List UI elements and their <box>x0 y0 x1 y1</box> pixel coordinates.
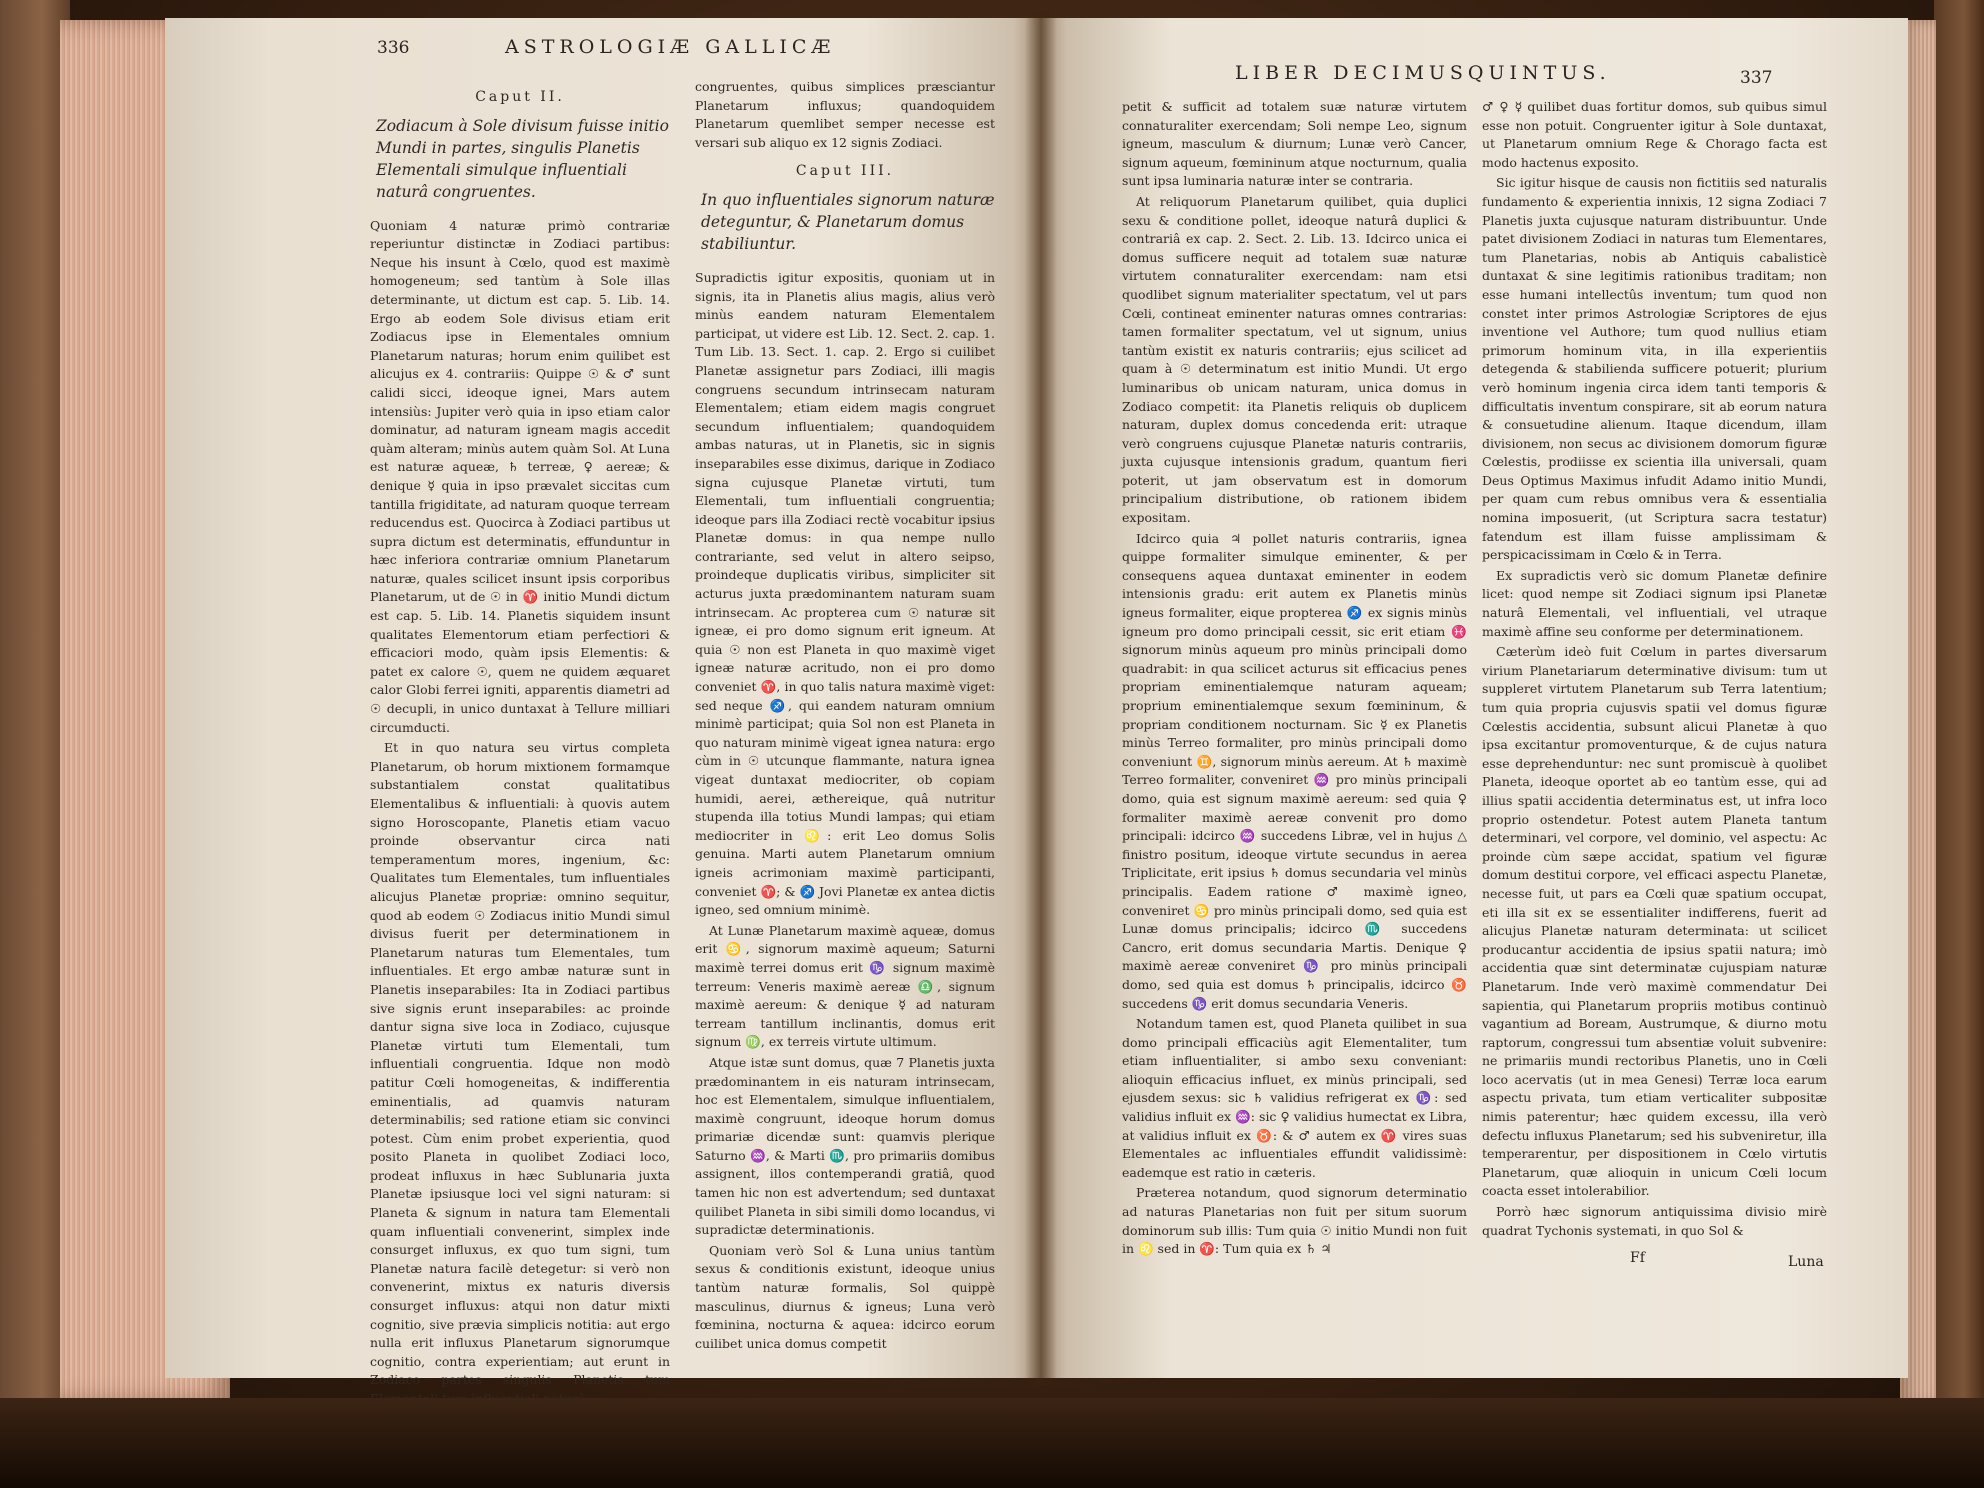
chapter-summary-3: In quo influentiales signorum naturæ deteguntur, & Planetarum domus stabiliuntur. <box>701 190 995 253</box>
paragraph: ♂ ♀ ☿ quilibet duas fortitur domos, sub quibus simul esse non potuit. Congruenter igitur à Sole duntaxat, ut Planetarum omnium Rege & Chorago facta est modo hactenus exposito. <box>1482 99 1827 170</box>
paragraph: Atque istæ sunt domus, quæ 7 Planetis juxta prædominantem in eis naturam intrinsecam, hoc est Elementalem, simulque influentialem, maximè congruunt, ideoque horum domus primariæ dicendæ sunt: quamvis plerique Saturno ♒, & Marti ♏, pro primariis domibus assignent, illos contemperandi gratiâ, quod tamen hic non est advertendum; sed duntaxat quilibet Planeta in sibi simili domo locandus, vi supradictæ determinationis. <box>695 1054 995 1238</box>
catchword: Luna <box>1788 1254 1824 1270</box>
paragraph: Quoniam verò Sol & Luna unius tantùm sexus & conditionis existunt, ideoque unius tantùm naturæ formalis, Sol quippè masculinus, diurnus & igneus; Luna verò fœminina, nocturna & aquea: idcirco eorum cuilibet unica domus competit <box>695 1242 995 1351</box>
right-page-column-1 <box>1122 98 1467 1261</box>
paragraph: petit & sufficit ad totalem suæ naturæ virtutem connaturaliter exercendam; Soli nempe Leo, signum igneum, masculum & diurnum; Lunæ verò Cancer, signum aqueum, fœmininum atque nocturnum, qualia sunt ipsa luminaria naturæ inter se contraria. <box>1122 99 1467 189</box>
left-page-column-2 <box>695 78 995 1355</box>
paragraph: Ex supradictis verò sic domum Planetæ definire licet: quod nempe sit Zodiaci signum ipsi Planetæ naturâ Elementali, vel influentiali, vel utraque maximè affine seu conforme per determinationem. <box>1482 567 1827 639</box>
paragraph: Cæterùm ideò fuit Cœlum in partes diversarum virium Planetariarum determinative divisum: tum ut suppleret virtutem Planetarum sub Terra latentium; tum quia propria cujusvis spatii vel domus figuræ Cœlestis accidentia, subsunt alicui Planetæ à quo ipsa excitantur promoventurque, & de cujus natura esse deprehenduntur: nec sunt promiscuè à quolibet Planeta, ideoque oportet ab eo tantùm esse, qui ad illius spatii accidentia determinatus est, ut infra loco proprio ostendetur. Potest autem Planeta tantum determinari, vel corpore, vel dominio, vel aspectu: Ac proinde cùm sæpe accidat, spatium vel figuræ domum destitui corpore, vel efficaci aspectu Planetæ, necesse fuit, ut pars ea Cœli quæ spatium occupat, eti illa sit ex se essentialiter indifferens, fuerit ad alicujus Planetæ naturam determinata: ut scilicet producantur accidentia de ipsius spatii natura; imò accidentia quæ sint determinatæ cujuspiam naturæ Planetarum. Inde verò maximè commendatur Dei sapientia, qui Planetarum propriis motibus continuò vagantium ad Boream, Austrumque, & diurno motu raptorum, congressui tum absentiæ voluit subvenire: ne primariis mundi rectoribus Planetis, uno in Cœli loco acervatis (ut in mea Genesi) Terræ loca earum aspectu privata, tum etiam verticaliter subpositæ nimis paterentur; hæc quidem excessu, illa verò defectu influxus Planetarum; sed his subveniretur, illa temperarentur, per dispositionem in Cœlo virtutis Planetarum, quæ alioquin in unicum Cœli locum coacta esset intolerabilior. <box>1482 644 1827 1199</box>
running-head-right: LIBER DECIMUSQUINTUS. <box>1235 62 1611 84</box>
chapter-heading-2: Caput II. <box>475 89 565 105</box>
paragraph: Idcirco quia ♃ pollet naturis contrariis, ignea quippe formaliter simulque eminenter, & per consequens aquea duntaxat eminenter in eodem intensionis gradu: erit autem ex Planetis minùs igneus formaliter, eique propterea ♐ ex signis minùs igneum pro domo principali cessit, sic erit etiam ♓ signorum minùs aqueum pro minùs principali domo quadrabit: in qua scilicet acturus sit efficacius penes propriam eminentialemque naturam aqueam; proprium eminentialemque sexum fœmininum, & propriam conditionem nocturnam. Sic ☿ ex Planetis minùs Terreo formaliter, pro minùs principali domo conveniunt ♊, signorum minùs aereum. At ♄ maximè Terreo formaliter, conveniret ♒ pro minùs principali domo, quia est signum maximè aereum: sed quia ♀ formaliter maximè aereæ convenit pro domo principali: idcirco ♒ succedens Libræ, vel in hujus △ finistro positum, ideoque virtute secundus in aerea Triplicitate, erit ipsius ♄ domus secundaria vel minùs principalis. Eadem ratione ♂ maximè igneo, conveniret ♋ pro minùs principali domo, sed quia est Lunæ domus principalis; idcirco ♏ succedens Cancro, erit domus secundaria Martis. Denique ♀ maximè aereæ conveniret ♑ pro minùs principali domo, sed quia est domus ♄ principalis, idcirco ♉ succedens ♑ erit domus secundaria Veneris. <box>1122 530 1467 1011</box>
page-number-right: 337 <box>1740 68 1773 88</box>
paragraph: Præterea notandum, quod signorum determinatio ad naturas Planetarias non fuit per situm suorum dominorum sub illis: Tum quia ☉ initio Mundi non fuit in ♌ sed in ♈: Tum quia ex ♄ ♃ <box>1122 1185 1467 1257</box>
page-number-left: 336 <box>377 38 410 58</box>
paragraph: Notandum tamen est, quod Planeta quilibet in sua domo principali efficaciùs agit Elementaliter, tum etiam influentialiter, si ambo sexu conveniant: alioquin efficacius influet, ex minùs principali, sed ejusdem sexus: sic ♄ validius refrigerat ex ♑: sed validius influit ex ♒: sic ♀ validius humectat ex Libra, at validius influit ex ♉: & ♂ autem ex ♈ vires suas Elementales ac influentiales effundit validissimè: eademque est ratio in cæteris. <box>1122 1016 1467 1180</box>
paragraph: congruentes, quibus simplices præsciantur Planetarum influxus; quandoquidem Planetarum quemlibet semper necesse est versari sub aliquo ex 12 signis Zodiaci. <box>695 79 995 150</box>
right-page <box>1040 18 1908 1378</box>
paragraph: At Lunæ Planetarum maximè aqueæ, domus erit ♋, signorum maximè aqueum; Saturni maximè terrei domus erit ♑ signum maximè terreum: Veneris maximè aereæ ♎, signum maximè aereum: & denique ☿ ad naturam terream tantillum inclinantis, domus erit signum ♍, ex terreis virtute ultimum. <box>695 922 995 1050</box>
left-page <box>165 18 1040 1388</box>
chapter-summary-2: Zodiacum à Sole divisum fuisse initio Mundi in partes, singulis Planetis Elementali simulque influentiali naturâ congruentes. <box>376 116 669 201</box>
book-gutter <box>1025 10 1057 1385</box>
running-head-left: ASTROLOGIÆ GALLICÆ <box>505 36 836 58</box>
paragraph: Supradictis igitur expositis, quoniam ut in signis, ita in Planetis alius magis, alius verò minùs eandem naturam Elementalem participat, ut videre est Lib. 12. Sect. 2. cap. 1. Tum Lib. 13. Sect. 1. cap. 2. Ergo si cuilibet Planetæ assignetur pars Zodiaci, illi magis congruens secundum intrinsecam naturam Elementalem; etiam eidem magis congruet secundum influentialem; quandoquidem ambas naturas, ut in Planetis, sic in signis inseparabiles esse diximus, darique in Zodiaco signa cujusque Planetæ virtuti, tum Elementali, tum influentiali congruentia; ideoque pars illa Zodiaci rectè vocabitur ipsius Planetæ domus: in qua nempe nullo contrariante, sed velut in altero seipso, proindeque duplicatis viribus, simpliciter sit acturus juxta prædominantem naturam suam intrinsecam. Ac propterea cum ☉ naturæ sit igneæ, ei pro domo signum erit igneum. At quia ☉ non est Planeta in quo maximè viget igneæ naturæ acritudo, non ei pro domo conveniet ♈, in quo talis natura maximè viget: sed neque ♐, qui eandem naturam omnium minimè participat; quia Sol non est Planeta in quo naturam minimè vigeat ignea natura: ergo cùm in ☉ utcunque flammante, natura ignea vigeat duntaxat mediocriter, ob copiam humidi, aerei, æthereique, quâ nutritur stupenda illa totius Mundi lampas; qui etiam mediocriter in ♌: erit Leo domus Solis genuina. Marti autem Planetarum omnium igneis acrimoniam maximè participanti, conveniet ♈; & ♐ Jovi Planetæ ex antea dictis igneo, sed omnium minimè. <box>695 269 995 918</box>
chapter-heading-3: Caput III. <box>795 163 895 180</box>
signature-mark: Ff <box>1630 1250 1645 1266</box>
paragraph: Et in quo natura seu virtus completa Planetarum, ob horum mixtionem formamque substantialem constat qualitatibus Elementalibus & influentiali: à quovis autem signo Horoscopante, Planetis etiam vacuo proinde observantur circa nati temperamentum mores, ingenium, &c: Qualitates tum Elementales, tum influentiales alicujus Planetæ propriæ: omnino sequitur, quod ab eodem ☉ Zodiacus initio Mundi simul divisus fuerit per determinationem in Planetarum naturas tum Elementales, tum influentiales. Et ergo ambæ naturæ sunt in Planetis inseparabiles: Ita in Zodiaci partibus sive signis erunt inseparabiles: ac proinde dantur signa sive loca in Zodiaco, cujusque Planetæ virtuti tum Elementali, tum influentiali congruentia. Idque non modò patitur Cœli homogeneitas, & indifferentia eminentialis, ad quamvis naturam determinabilis; sed ratione etiam sic convinci potest. Cùm enim probet experientia, quod posito Planeta in quolibet Zodiaci loco, prodeat influxus in hæc Sublunaria juxta Planetæ ipsiusque loci vel signi naturam: si Planeta & signum in natura tam Elementali quam influentiali convenerint, simplex inde consurget influxus, ex quo tum signi, tum Planetæ natura facilè detegetur: si verò non convenerint, mixtus ex naturis diversis consurget influxus: atqui non datur mixti cognitio, sive prævia simplicis notitia: aut ergo nulla erit influxus Planetarum signorumque cognitio, contra experientiam; aut erunt in Zodiaco partes singulis Planetis tum <box>370 740 670 1388</box>
paragraph: Porrò hæc signorum antiquissima divisio mirè quadrat Tychonis systemati, in quo Sol & <box>1482 1204 1827 1238</box>
left-page-column-1 <box>370 78 670 1411</box>
table-surface <box>0 1398 1984 1488</box>
paragraph: At reliquorum Planetarum quilibet, quia duplici sexu & conditione pollet, ideoque naturâ duplici & contrariâ ex cap. 2. Sect. 2. Lib. 13. Idcirco unica ei domus sufficere nequit ad totalem suæ naturæ virtutem connaturaliter exercendam: nam etsi quodlibet signum materialiter spectatum, vel ut pars Cœli, contineat eminenter naturas omnes contrarias: tamen formaliter spectatum, vel ut signum, unius tantùm existit ex naturis contrariis; ejus scilicet ad quam à ☉ determinatum est initio Mundi. Ut ergo luminaribus ob unicam naturam, unica domus in Zodiaco competit: ita Planetis reliquis ob duplicem naturam, duplex domus concedenda erit: utraque verò congruens cujusque Planetæ naturis contrariis, juxta cujusque intensionis gradum, quantum fieri poterit, ut jam observatum est in domorum principalium distributione, ob rationem ibidem expositam. <box>1122 193 1467 526</box>
paragraph: Sic igitur hisque de causis non fictitiis sed naturalis fundamento & experientia innixis, 12 signa Zodiaci 7 Planetis juxta cujusque naturam distribuuntur. Unde patet divisionem Zodiaci in naturas tum Elementares, tum Planetarias, nobis ab Antiquis cabalisticè duntaxat & sine legitimis rationibus traditam; non esse humani intellectûs inventum; tum quod non constet inter primos Astrologiæ Scriptores de ejus inventione vel Authore; tum quod nullius etiam primorum hominum vita, in illa experientiis detegenda & stabilienda sufficere potuerit; plurium verò hominum ingenia circa idem tanti temporis & difficultatis inventum conspirare, sit ab eorum natura & consuetudine alienum. Itaque dicendum, illam divisionem, non secus ac divisionem domorum figuræ Cœlestis, prodiisse ex scientia illa universali, quam Deus Optimus Maximus infudit Adamo initio Mundi, per quam cum rebus omnibus vera & essentialia nomina imposuerit, (ut Scriptura sacra testatur) fatendum est illam fuisse amplissimam & perspicacissimam in Cœlo & in Terra. <box>1482 175 1827 563</box>
book-cover-right <box>1934 0 1984 1420</box>
right-page-column-2 <box>1482 98 1827 1242</box>
paragraph: Quoniam 4 naturæ primò contrariæ reperiuntur distinctæ in Zodiaci partibus: Neque his insunt à Cœlo, quod est maximè homogeneum; sed tantùm à Sole illas determinante, ut dictum est cap. 5. Lib. 14. Ergo ab eodem Sole divisus etiam erit Zodiacus ipse in Elementales omnium Planetarum naturas; horum enim quilibet est alicujus ex 4. contrariis: Quippe ☉ & ♂ sunt calidi sicci, ideoque ignei, Mars autem intensiùs: Jupiter verò quia in ipso etiam calor dominatur, ad naturam igneam magis accedit quàm alteram; minùs autem quàm Sol. At Luna est naturæ aqueæ, ♄ terreæ, ♀ aereæ; & denique ☿ quia in ipso prævalet siccitas cum tantilla frigiditate, ad naturam quoque terream reducendus est. Quocirca à Zodiaci partibus ut supra dictum est determinatis, effunduntur in hæc inferiora contrariæ omnium Planetarum naturæ, quales scilicet insunt ipsis corporibus Planetarum, ut de ☉ in ♈ initio Mundi dictum est cap. 5. Lib. 14. Planetis siquidem insunt qualitates Elementorum etiam perfectiori & efficaciori modo, quàm ipsis Elementis: & patet ex calore ☉, quem ne quidem æquaret calor Globi ferrei igniti, apparentis diametri ad ☉ decupli, in unico duntaxat à Tellure milliari circumducti. <box>370 217 670 735</box>
